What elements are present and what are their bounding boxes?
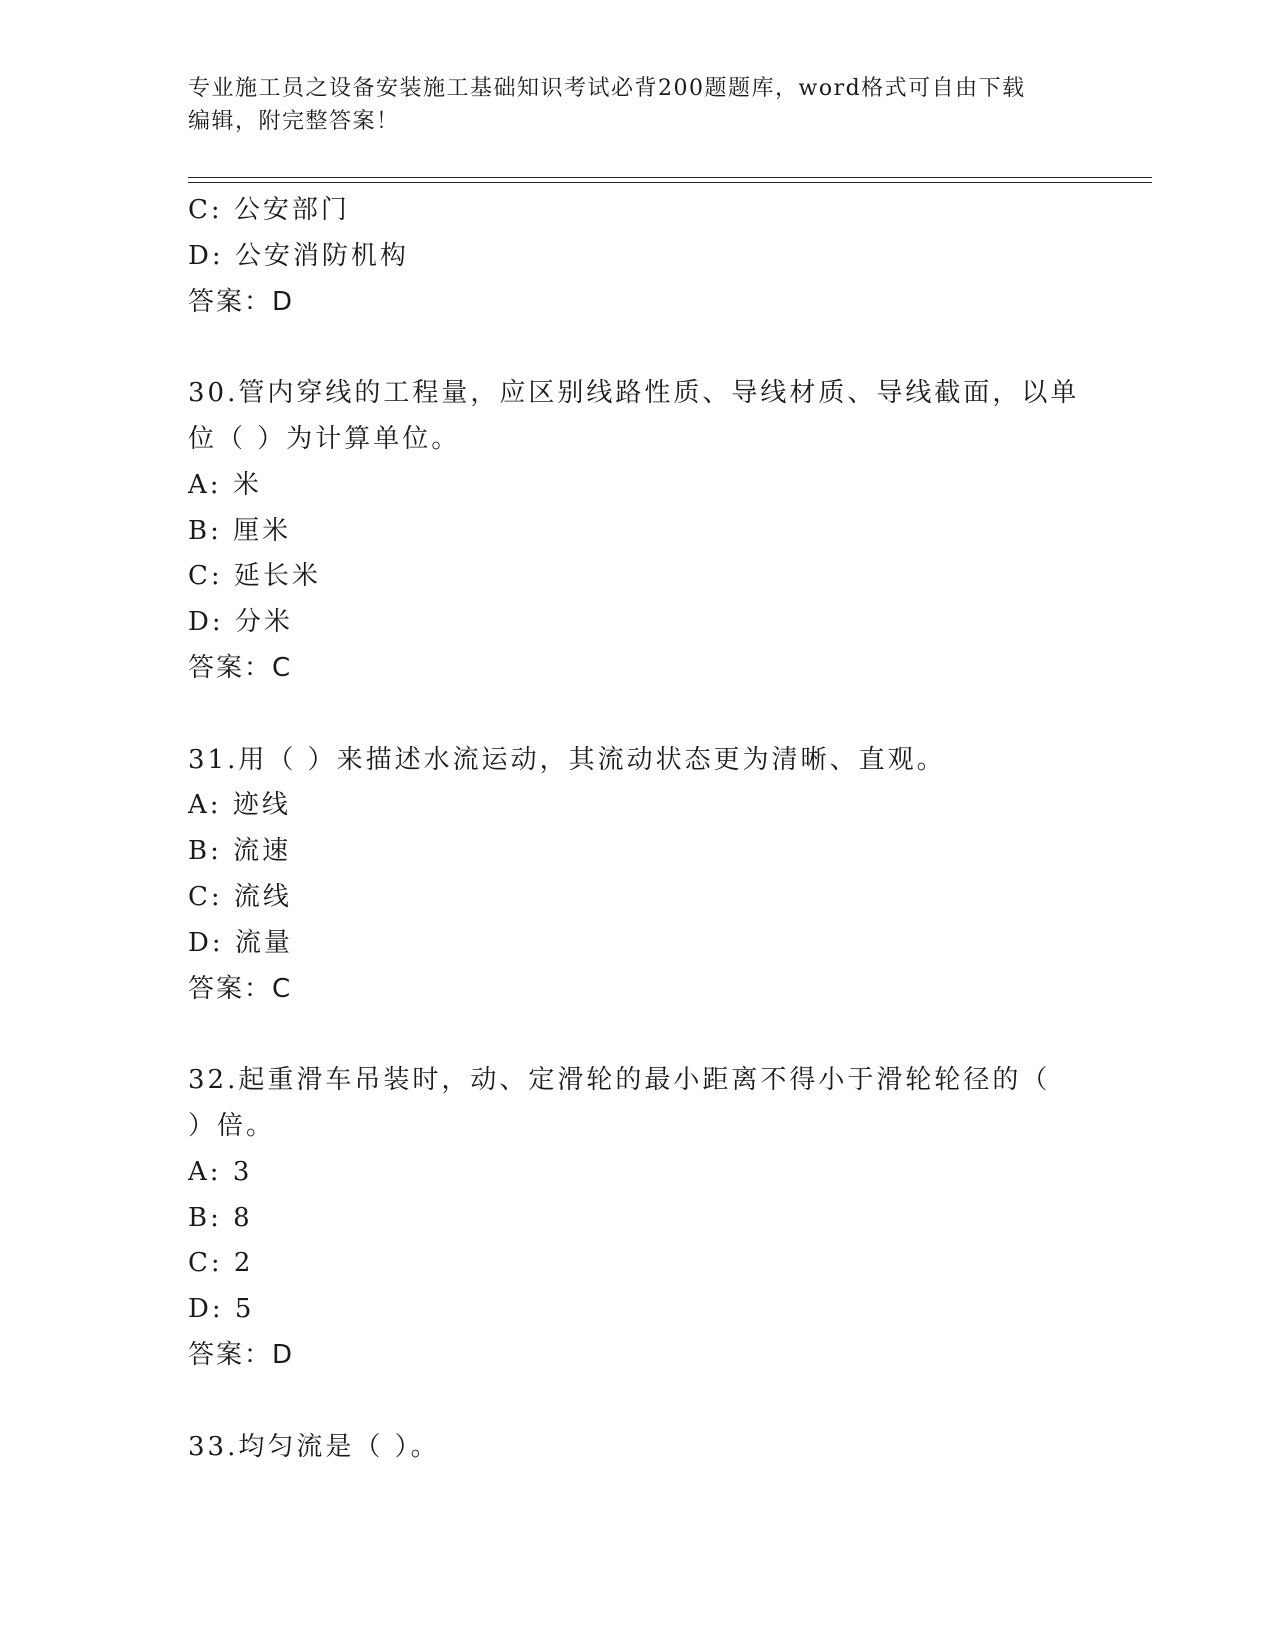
previous-question-tail [188,188,1088,325]
option-row [188,829,1088,875]
option-text: 延长米 [233,561,321,592]
option-label: D: [188,927,224,958]
option-text: 流速 [233,836,292,867]
option-row [188,1241,1088,1287]
question-stem: ）倍。 [188,1110,276,1141]
option-row [188,875,1088,921]
option-row [188,1287,1088,1333]
option-row [188,783,1088,829]
option-label: C: [188,561,223,592]
option-text: 分米 [234,607,293,638]
option-row [188,1196,1088,1242]
option-text: 流量 [234,927,293,958]
answer-line: 答案：D [188,286,295,317]
question-stem: 31.用（ ）来描述水流运动，其流动状态更为清晰、直观。 [188,744,946,775]
answer-line: 答案：C [188,652,293,683]
option-text: 米 [232,469,262,500]
option-row [188,234,1088,280]
answer-line: 答案：C [188,973,293,1004]
option-label: B: [188,515,222,546]
option-label: C: [188,881,223,912]
option-row [188,921,1088,967]
question-stem: 32.起重滑车吊装时，动、定滑轮的最小距离不得小于滑轮轮径的（ [188,1065,1051,1096]
header-divider [188,182,1152,183]
option-text: 厘米 [233,515,292,546]
question-30 [188,371,1088,692]
option-label: C: [188,1248,223,1279]
question-31 [188,738,1088,1013]
option-text: 8 [233,1202,253,1233]
option-text: 3 [232,1156,253,1187]
option-label: B: [188,836,222,867]
option-row [188,188,1088,234]
option-row [188,509,1088,555]
option-label: C: [188,195,223,225]
document-body [188,188,1088,1470]
option-label: D: [188,1294,224,1325]
option-row [188,463,1088,509]
option-text: 公安部门 [233,195,350,225]
header-divider [188,177,1152,178]
header-line: 编辑，附完整答案！ [188,109,400,134]
option-row [188,554,1088,600]
option-label: D: [188,240,224,271]
option-row [188,1150,1088,1196]
option-text: 流线 [233,881,292,912]
option-label: B: [188,1202,222,1233]
option-text: 公安消防机构 [234,240,409,271]
answer-line: 答案：D [188,1339,295,1370]
question-stem: 位（ ）为计算单位。 [188,423,461,454]
option-text: 2 [233,1248,254,1279]
option-label: A: [188,790,222,821]
option-text: 迹线 [232,790,291,821]
page-header [188,72,1068,138]
option-label: A: [188,1156,222,1187]
question-stem: 30.管内穿线的工程量，应区别线路性质、导线材质、导线截面，以单 [188,378,1080,409]
option-row [188,600,1088,646]
option-text: 5 [234,1294,255,1325]
option-label: A: [188,469,222,500]
question-33 [188,1425,1088,1471]
question-stem: 33.均匀流是（ ）。 [188,1431,440,1462]
question-32 [188,1058,1088,1379]
header-line: 专业施工员之设备安装施工基础知识考试必背200题题库，word格式可自由下载 [188,76,1026,101]
option-label: D: [188,607,224,638]
